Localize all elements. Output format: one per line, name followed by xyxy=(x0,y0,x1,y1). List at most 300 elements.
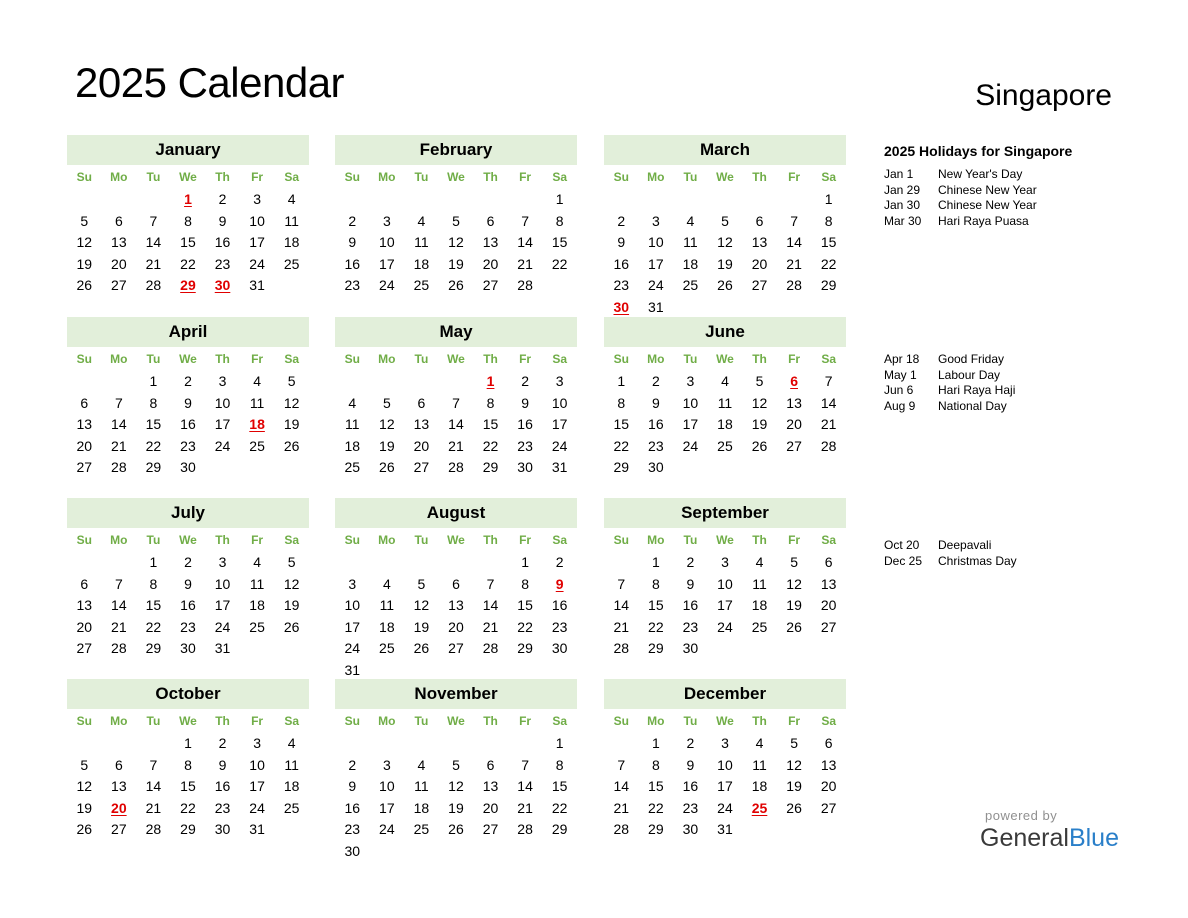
empty-cell xyxy=(67,371,102,393)
empty-cell xyxy=(604,733,639,755)
weekday-label: Th xyxy=(752,714,767,728)
holiday-day-cell: 6 xyxy=(790,373,798,389)
day-cell: 18 xyxy=(751,597,768,613)
day-cell: 14 xyxy=(111,416,127,432)
day-cell: 1 xyxy=(149,554,158,570)
day-cell: 7 xyxy=(617,575,626,592)
day-cell: 7 xyxy=(486,575,495,592)
day-cell: 3 xyxy=(382,756,391,773)
day-cell: 27 xyxy=(820,618,837,635)
empty-cell xyxy=(102,371,137,393)
day-cell: 9 xyxy=(348,234,357,250)
day-cell: 20 xyxy=(820,778,837,794)
day-cell: 21 xyxy=(786,255,802,272)
day-cell: 15 xyxy=(648,778,664,794)
day-cell: 18 xyxy=(379,618,395,635)
day-cell: 2 xyxy=(555,554,564,570)
weekday-label: Th xyxy=(215,533,230,547)
day-cell: 26 xyxy=(283,437,300,454)
day-cell: 15 xyxy=(482,416,499,432)
empty-cell xyxy=(335,552,370,574)
day-cell: 15 xyxy=(551,234,568,250)
holiday-day-cell: 30 xyxy=(613,298,630,315)
holiday-name: Labour Day xyxy=(938,367,1001,382)
day-cell: 26 xyxy=(786,618,802,635)
weekday-label: Sa xyxy=(821,352,836,366)
day-cell: 10 xyxy=(717,575,733,592)
empty-cell xyxy=(67,552,102,574)
month-header: February xyxy=(335,135,577,165)
empty-cell xyxy=(102,189,137,211)
day-cell: 13 xyxy=(76,597,93,613)
day-cell: 11 xyxy=(284,756,299,773)
holiday-date: Jan 30 xyxy=(884,198,921,213)
weekday-label: Mo xyxy=(647,170,665,184)
day-cell: 19 xyxy=(786,597,802,613)
day-cell: 20 xyxy=(482,255,499,272)
day-cell: 7 xyxy=(149,212,158,229)
day-cell: 25 xyxy=(283,255,300,272)
day-cell: 15 xyxy=(180,234,196,250)
day-cell: 1 xyxy=(651,735,660,751)
day-cell: 4 xyxy=(755,735,764,751)
empty-cell xyxy=(404,733,439,755)
weekday-label: Th xyxy=(483,352,498,366)
day-cell: 9 xyxy=(617,234,626,250)
day-cell: 15 xyxy=(613,416,630,432)
weekday-label: Mo xyxy=(110,352,128,366)
empty-cell xyxy=(439,371,474,393)
day-cell: 8 xyxy=(651,575,660,592)
weekday-label: Fr xyxy=(519,533,532,547)
day-cell: 13 xyxy=(111,778,127,794)
day-cell: 14 xyxy=(820,394,837,411)
day-cell: 10 xyxy=(379,234,395,250)
day-cell: 11 xyxy=(752,756,767,773)
empty-cell xyxy=(473,552,508,574)
brand-general-text: General xyxy=(980,824,1069,852)
weekday-label: Su xyxy=(76,533,92,547)
country-name: Singapore xyxy=(975,79,1112,112)
day-cell: 9 xyxy=(184,575,192,592)
day-cell: 20 xyxy=(448,618,464,635)
day-cell: 13 xyxy=(820,575,837,592)
weekday-label: Sa xyxy=(284,170,299,184)
day-cell: 17 xyxy=(214,597,231,613)
day-cell: 5 xyxy=(382,394,391,411)
day-cell: 10 xyxy=(682,394,699,411)
empty-cell xyxy=(439,733,474,755)
day-cell: 19 xyxy=(717,255,733,272)
day-cell: 5 xyxy=(755,373,764,389)
day-cell: 10 xyxy=(717,756,733,773)
day-cell: 25 xyxy=(249,437,265,454)
day-cell: 16 xyxy=(214,778,231,794)
page-title: 2025 Calendar xyxy=(75,59,345,106)
day-cell: 16 xyxy=(613,255,630,272)
day-cell: 13 xyxy=(482,234,499,250)
weekday-label: Fr xyxy=(788,352,801,366)
weekday-label: We xyxy=(716,170,734,184)
day-cell: 18 xyxy=(344,437,361,454)
day-cell: 26 xyxy=(448,277,464,293)
holiday-group xyxy=(884,538,1084,569)
day-cell: 25 xyxy=(379,640,395,656)
weekday-label: Sa xyxy=(552,352,567,366)
month-january xyxy=(67,135,309,297)
holiday-name: National Day xyxy=(938,398,1007,413)
empty-cell xyxy=(335,371,370,393)
empty-cell xyxy=(473,189,508,211)
holiday-name: Chinese New Year xyxy=(938,182,1037,197)
holiday-date: Dec 25 xyxy=(884,553,923,568)
day-cell: 3 xyxy=(651,212,660,229)
day-cell: 29 xyxy=(551,821,568,837)
day-cell: 28 xyxy=(145,821,162,837)
empty-cell xyxy=(67,189,102,211)
empty-cell xyxy=(404,371,439,393)
day-cell: 2 xyxy=(184,554,192,570)
day-cell: 11 xyxy=(414,234,429,250)
month-june xyxy=(604,317,846,479)
day-cell: 30 xyxy=(180,640,196,656)
day-cell: 22 xyxy=(180,255,196,272)
day-cell: 11 xyxy=(683,234,698,250)
day-cell: 3 xyxy=(382,212,391,229)
day-cell: 6 xyxy=(80,394,89,411)
empty-cell xyxy=(370,552,405,574)
month-header: July xyxy=(67,498,309,528)
day-cell: 24 xyxy=(551,437,568,454)
empty-cell xyxy=(404,552,439,574)
day-cell: 19 xyxy=(448,799,464,816)
month-header: January xyxy=(67,135,309,165)
weekday-label: Th xyxy=(752,170,767,184)
day-cell: 26 xyxy=(76,821,93,837)
day-cell: 26 xyxy=(379,459,395,475)
month-header: June xyxy=(604,317,846,347)
day-cell: 5 xyxy=(790,554,798,570)
day-cell: 16 xyxy=(180,416,196,432)
day-cell: 4 xyxy=(348,394,357,411)
day-cell: 24 xyxy=(717,618,733,635)
day-cell: 14 xyxy=(145,234,162,250)
day-cell: 30 xyxy=(180,459,196,475)
weekday-label: Tu xyxy=(414,352,429,366)
empty-cell xyxy=(439,552,474,574)
day-grid xyxy=(335,371,577,479)
day-cell: 13 xyxy=(751,234,768,250)
day-cell: 22 xyxy=(482,437,499,454)
day-cell: 28 xyxy=(145,277,162,293)
day-cell: 31 xyxy=(551,459,568,475)
day-cell: 8 xyxy=(555,756,564,773)
day-cell: 7 xyxy=(790,212,798,229)
day-cell: 7 xyxy=(824,373,833,389)
weekday-label: Sa xyxy=(284,352,299,366)
day-cell: 24 xyxy=(648,277,664,293)
day-cell: 12 xyxy=(379,416,395,432)
day-cell: 9 xyxy=(686,756,695,773)
weekday-label: Tu xyxy=(146,352,161,366)
weekday-label: Th xyxy=(215,714,230,728)
day-cell: 30 xyxy=(551,640,568,656)
holiday-name: Christmas Day xyxy=(938,553,1017,568)
day-cell: 5 xyxy=(452,212,460,229)
day-cell: 16 xyxy=(648,416,664,432)
day-cell: 26 xyxy=(786,799,802,816)
weekday-label: Su xyxy=(613,533,629,547)
holiday-day-cell: 30 xyxy=(214,277,231,293)
powered-by-text: powered by xyxy=(985,808,1058,823)
weekday-label: Tu xyxy=(683,352,698,366)
day-cell: 22 xyxy=(145,437,162,454)
weekday-label: Th xyxy=(215,352,230,366)
day-cell: 15 xyxy=(648,597,664,613)
day-cell: 23 xyxy=(551,618,568,635)
day-cell: 3 xyxy=(721,554,729,570)
weekday-label: We xyxy=(447,714,465,728)
weekday-label: Mo xyxy=(378,533,396,547)
day-cell: 12 xyxy=(786,575,802,592)
day-cell: 15 xyxy=(145,416,162,432)
month-february xyxy=(335,135,577,297)
day-cell: 14 xyxy=(482,597,499,613)
weekday-label: Th xyxy=(483,533,498,547)
day-cell: 29 xyxy=(145,459,162,475)
day-cell: 5 xyxy=(80,756,89,773)
holiday-day-cell: 18 xyxy=(249,416,265,432)
day-cell: 6 xyxy=(80,575,89,592)
day-cell: 10 xyxy=(214,575,231,592)
day-cell: 23 xyxy=(613,277,630,293)
day-cell: 27 xyxy=(820,799,837,816)
day-cell: 30 xyxy=(344,842,361,859)
month-header: April xyxy=(67,317,309,347)
weekday-label: Tu xyxy=(146,714,161,728)
day-cell: 8 xyxy=(824,212,833,229)
day-cell: 19 xyxy=(76,255,93,272)
weekday-label: Fr xyxy=(788,170,801,184)
day-cell: 31 xyxy=(249,277,265,293)
holiday-day-cell: 25 xyxy=(751,799,768,816)
day-cell: 14 xyxy=(517,234,533,250)
day-cell: 25 xyxy=(682,277,699,293)
day-cell: 29 xyxy=(648,640,664,656)
day-cell: 20 xyxy=(820,597,837,613)
day-cell: 26 xyxy=(76,277,93,293)
holiday-date: Aug 9 xyxy=(884,398,916,413)
day-cell: 19 xyxy=(786,778,802,794)
weekday-row xyxy=(67,347,309,371)
weekday-label: Tu xyxy=(414,714,429,728)
month-september xyxy=(604,498,846,660)
day-cell: 9 xyxy=(218,756,227,773)
day-cell: 14 xyxy=(613,597,630,613)
day-cell: 15 xyxy=(820,234,837,250)
day-cell: 9 xyxy=(521,394,529,411)
day-cell: 10 xyxy=(648,234,664,250)
day-cell: 22 xyxy=(517,618,533,635)
day-cell: 16 xyxy=(180,597,196,613)
holiday-group xyxy=(884,167,1084,229)
day-cell: 22 xyxy=(613,437,630,454)
day-cell: 29 xyxy=(482,459,499,475)
empty-cell xyxy=(136,189,171,211)
day-cell: 28 xyxy=(613,640,630,656)
day-cell: 11 xyxy=(345,416,360,432)
weekday-label: Su xyxy=(344,533,360,547)
day-cell: 5 xyxy=(452,756,460,773)
day-cell: 31 xyxy=(344,661,361,678)
weekday-label: Su xyxy=(76,170,92,184)
weekday-label: Tu xyxy=(683,533,698,547)
day-cell: 28 xyxy=(786,277,802,293)
weekday-label: Fr xyxy=(519,352,532,366)
weekday-label: Su xyxy=(76,714,92,728)
day-cell: 14 xyxy=(111,597,127,613)
holiday-row xyxy=(884,183,1084,199)
holiday-name: Hari Raya Haji xyxy=(938,383,1016,398)
day-cell: 14 xyxy=(613,778,630,794)
day-cell: 12 xyxy=(786,756,802,773)
day-cell: 31 xyxy=(717,821,733,837)
day-grid xyxy=(335,552,577,681)
day-cell: 28 xyxy=(482,640,499,656)
day-cell: 11 xyxy=(284,212,299,229)
day-cell: 23 xyxy=(180,618,196,635)
holiday-name: Hari Raya Puasa xyxy=(938,213,1029,228)
day-cell: 7 xyxy=(149,756,158,773)
day-cell: 23 xyxy=(648,437,664,454)
holiday-date: Jun 6 xyxy=(884,383,914,398)
day-cell: 1 xyxy=(184,735,192,751)
day-cell: 12 xyxy=(717,234,733,250)
day-cell: 20 xyxy=(76,618,93,635)
weekday-label: Su xyxy=(613,714,629,728)
day-cell: 5 xyxy=(790,735,798,751)
day-cell: 26 xyxy=(751,437,768,454)
month-july xyxy=(67,498,309,660)
day-cell: 15 xyxy=(180,778,196,794)
day-cell: 24 xyxy=(249,255,265,272)
day-cell: 1 xyxy=(521,554,529,570)
day-cell: 27 xyxy=(413,459,430,475)
day-grid xyxy=(67,733,309,841)
day-cell: 12 xyxy=(413,597,430,613)
day-cell: 3 xyxy=(555,373,564,389)
day-cell: 21 xyxy=(145,799,162,816)
day-cell: 17 xyxy=(344,618,361,635)
holiday-row xyxy=(884,352,1084,368)
empty-cell xyxy=(604,189,639,211)
empty-cell xyxy=(102,552,137,574)
weekday-label: Mo xyxy=(378,714,396,728)
weekday-row xyxy=(335,347,577,371)
day-cell: 30 xyxy=(682,640,699,656)
empty-cell xyxy=(508,733,543,755)
weekday-label: Mo xyxy=(378,352,396,366)
month-march xyxy=(604,135,846,318)
day-cell: 27 xyxy=(76,459,93,475)
day-cell: 29 xyxy=(820,277,837,293)
day-cell: 25 xyxy=(344,459,361,475)
day-cell: 19 xyxy=(76,799,93,816)
day-cell: 26 xyxy=(283,618,300,635)
holiday-day-cell: 9 xyxy=(555,575,564,592)
day-cell: 13 xyxy=(111,234,127,250)
empty-cell xyxy=(136,733,171,755)
weekday-row xyxy=(67,165,309,189)
weekday-label: We xyxy=(447,170,465,184)
holidays-title: 2025 Holidays for Singapore xyxy=(884,143,1073,159)
day-cell: 3 xyxy=(253,191,261,207)
day-cell: 21 xyxy=(145,255,162,272)
weekday-label: We xyxy=(179,170,197,184)
day-cell: 7 xyxy=(114,394,123,411)
day-cell: 9 xyxy=(218,212,227,229)
empty-cell xyxy=(508,189,543,211)
day-cell: 19 xyxy=(283,597,300,613)
day-cell: 9 xyxy=(348,778,357,794)
day-cell: 7 xyxy=(521,756,529,773)
day-grid xyxy=(67,552,309,660)
day-cell: 17 xyxy=(717,778,733,794)
weekday-row xyxy=(604,709,846,733)
day-cell: 11 xyxy=(249,394,265,411)
weekday-label: Th xyxy=(752,533,767,547)
day-cell: 4 xyxy=(417,756,426,773)
day-cell: 18 xyxy=(413,255,430,272)
day-cell: 19 xyxy=(448,255,464,272)
day-cell: 20 xyxy=(413,437,430,454)
day-cell: 28 xyxy=(111,459,127,475)
day-cell: 10 xyxy=(344,597,361,613)
day-cell: 23 xyxy=(214,255,231,272)
day-cell: 16 xyxy=(551,597,568,613)
weekday-label: Su xyxy=(613,170,629,184)
day-cell: 24 xyxy=(717,799,733,816)
brand-logo xyxy=(980,808,1120,853)
empty-cell xyxy=(777,189,812,211)
day-cell: 27 xyxy=(448,640,464,656)
weekday-row xyxy=(335,709,577,733)
brand-blue-text: Blue xyxy=(1068,824,1119,852)
day-cell: 22 xyxy=(648,618,664,635)
day-cell: 21 xyxy=(482,618,499,635)
day-cell: 13 xyxy=(413,416,430,432)
day-cell: 23 xyxy=(180,437,196,454)
day-cell: 29 xyxy=(648,821,664,837)
day-cell: 6 xyxy=(114,212,123,229)
month-november xyxy=(335,679,577,862)
day-cell: 6 xyxy=(824,735,833,751)
empty-cell xyxy=(742,189,777,211)
holiday-row xyxy=(884,383,1084,399)
day-cell: 24 xyxy=(344,640,361,656)
day-cell: 12 xyxy=(448,778,464,794)
day-cell: 18 xyxy=(413,799,430,816)
day-cell: 29 xyxy=(145,640,162,656)
month-october xyxy=(67,679,309,841)
day-cell: 15 xyxy=(551,778,568,794)
weekday-label: Mo xyxy=(647,352,665,366)
day-cell: 8 xyxy=(651,756,660,773)
day-cell: 22 xyxy=(648,799,664,816)
weekday-label: We xyxy=(447,352,465,366)
weekday-label: Fr xyxy=(519,170,532,184)
weekday-label: Tu xyxy=(414,533,429,547)
